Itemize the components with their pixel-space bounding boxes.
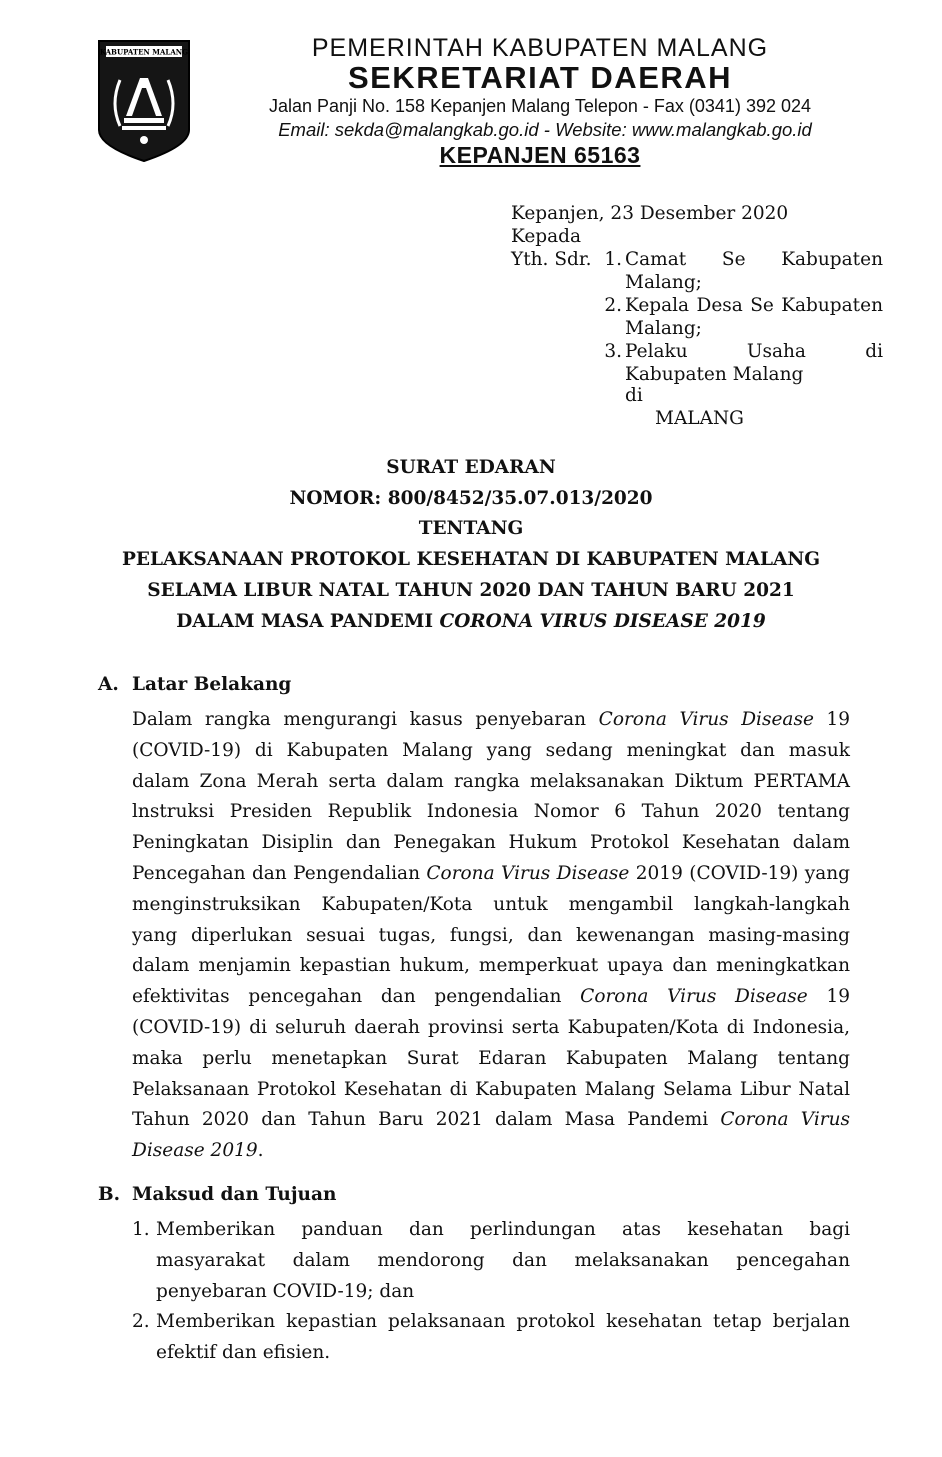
recipient-line: Malang; (625, 272, 702, 293)
document-subject: SELAMA LIBUR NATAL TAHUN 2020 DAN TAHUN BARU 2021 (147, 580, 795, 601)
letterhead-office: SEKRETARIAT DAERAH (347, 60, 733, 95)
recipient-word: Kabupaten (781, 249, 883, 270)
paragraph-line (132, 1104, 850, 1135)
line-text: dalam menjamin kepastian hukum, memperkuat upaya dan meningkatkan (132, 955, 850, 977)
paragraph-line (132, 858, 850, 889)
recipient-word: Usaha (746, 341, 806, 362)
section-a-title: Latar Belakang (132, 674, 292, 695)
paragraph-line (132, 704, 850, 735)
list-item-number: 1. (132, 1219, 150, 1240)
letterhead-address: Jalan Panji No. 158 Kepanjen Malang Telepon - Fax (0341) 392 024 (268, 96, 812, 116)
line-text: 2019 (COVID-19) yang (629, 863, 850, 884)
salutation: Yth. Sdr. (511, 249, 592, 270)
list-item-number: 2. (132, 1311, 150, 1333)
paragraph-line (132, 1043, 850, 1074)
line-text: 19 (807, 986, 851, 1008)
paragraph-line (132, 735, 850, 766)
address-di: di (625, 385, 643, 406)
italic-term: Corona Virus Disease (580, 986, 808, 1008)
list-item-line: Memberikan panduan dan perlindungan atas kesehatan bagi (156, 1219, 850, 1240)
letterhead-city: KEPANJEN 65163 (439, 142, 641, 168)
section-b-letter: B. (98, 1184, 121, 1205)
line-text: Pencegahan dan Pengendalian (132, 863, 427, 884)
recipient-line (625, 294, 883, 317)
recipient-number: 2. (604, 295, 622, 316)
subject-italic: CORONA VIRUS DISEASE 2019 (439, 611, 766, 632)
section-a-letter: A. (98, 674, 119, 695)
logo-text: KABUPATEN MALANG (99, 47, 189, 57)
recipient-word: Kabupaten (781, 295, 883, 316)
recipient-word: Se (750, 295, 774, 316)
subject-text: DALAM MASA PANDEMI (176, 611, 440, 632)
line-text: efektivitas pencegahan dan pengendalian (132, 986, 581, 1008)
paragraph-line (132, 796, 850, 827)
line-text: (COVID-19) di Kabupaten Malang yang sedang meningkat dan masuk (132, 739, 850, 761)
document-number: NOMOR: 800/8452/35.07.013/2020 (289, 488, 653, 509)
recipient-number: 1. (604, 249, 622, 270)
list-item-line: masyarakat dalam mendorong dan melaksanakan pencegahan (156, 1249, 850, 1271)
recipient-word: di (865, 341, 883, 362)
italic-term: Disease 2019 (132, 1140, 258, 1162)
document-subject: PELAKSANAAN PROTOKOL KESEHATAN DI KABUPATEN MALANG (121, 549, 821, 570)
list-item-line: efektif dan efisien. (156, 1342, 331, 1364)
document-subject (0, 606, 942, 637)
paragraph-line (132, 766, 850, 797)
line-text: Dalam rangka mengurangi kasus penyebaran (132, 709, 599, 730)
document-type: SURAT EDARAN (386, 457, 556, 478)
recipient-word: Pelaku (625, 341, 688, 362)
list-item-line: Memberikan kepastian pelaksanaan protokol kesehatan tetap berjalan (156, 1311, 850, 1333)
paragraph-line (132, 1012, 850, 1043)
paragraph-line (132, 920, 850, 951)
line-text: Pelaksanaan Protokol Kesehatan di Kabupaten Malang Selama Libur Natal (132, 1078, 850, 1100)
recipient-line: Malang; (625, 318, 702, 339)
recipient-line (625, 340, 883, 363)
paragraph-line (132, 981, 850, 1012)
recipient-word: Se (721, 249, 746, 270)
recipient-line: Kabupaten Malang (625, 364, 804, 385)
line-text: dalam Zona Merah serta dalam rangka melaksanakan Diktum PERTAMA (132, 770, 850, 792)
paragraph-line (132, 950, 850, 981)
paragraph-line (132, 889, 850, 920)
line-text: lnstruksi Presiden Republik Indonesia Nomor 6 Tahun 2020 tentang (132, 801, 850, 823)
line-text: . (257, 1140, 264, 1162)
italic-term: Corona Virus (720, 1109, 851, 1131)
italic-term: Corona Virus Disease (598, 709, 814, 730)
recipient-word: Desa (696, 295, 743, 316)
list-item-line: penyebaran COVID-19; dan (156, 1280, 415, 1302)
letterhead-government: PEMERINTAH KABUPATEN MALANG (311, 34, 769, 62)
line-text: Peningkatan Disiplin dan Penegakan Hukum Protokol Kesehatan dalam (132, 832, 850, 854)
line-text: (COVID-19) di seluruh daerah provinsi serta Kabupaten/Kota di Indonesia, (132, 1017, 850, 1038)
italic-term: Corona Virus Disease (426, 863, 630, 884)
section-b-title: Maksud dan Tujuan (132, 1184, 337, 1205)
document-tentang: TENTANG (418, 518, 524, 539)
addressee-label: Kepada (511, 226, 582, 247)
line-text: maka perlu menetapkan Surat Edaran Kabupaten Malang tentang (132, 1047, 850, 1069)
paragraph-line (132, 827, 850, 858)
line-text: menginstruksikan Kabupaten/Kota untuk mengambil langkah-langkah (132, 893, 850, 915)
line-text: yang diperlukan sesuai tugas, fungsi, dan kewenangan masing-masing (132, 924, 850, 946)
recipient-number: 3. (604, 341, 622, 362)
recipient-line (625, 248, 883, 271)
letter-date: Kepanjen, 23 Desember 2020 (511, 203, 789, 224)
line-text: 19 (813, 709, 850, 730)
paragraph-line (132, 1074, 850, 1105)
recipient-word: Camat (625, 249, 687, 270)
kabupaten-malang-logo (96, 38, 192, 164)
line-text: Tahun 2020 dan Tahun Baru 2021 dalam Masa Pandemi (132, 1109, 721, 1131)
recipient-word: Kepala (625, 295, 690, 316)
paragraph-line (132, 1135, 850, 1166)
letterhead-contact: Email: sekda@malangkab.go.id - Website: www.malangkab.go.id (278, 119, 812, 140)
address-city: MALANG (655, 408, 744, 429)
